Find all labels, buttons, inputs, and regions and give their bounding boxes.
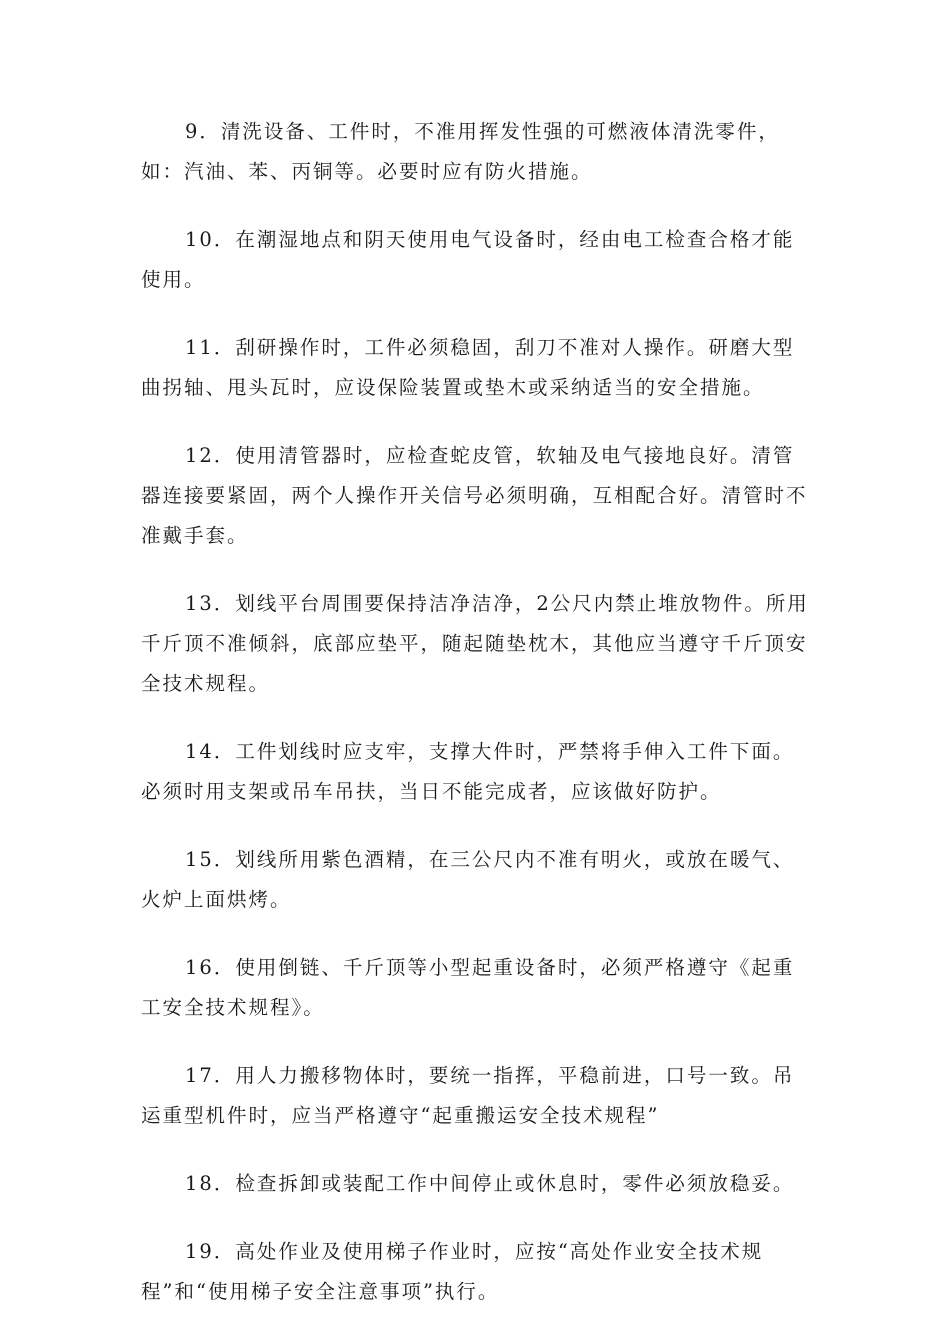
- paragraph-line: 曲拐轴、甩头瓦时，应设保险装置或垫木或采纳适当的安全措施。: [141, 376, 765, 399]
- paragraph-line: 必须时用支架或吊车吊扶，当日不能完成者，应该做好防护。: [141, 780, 722, 803]
- paragraph: [141, 948, 811, 1028]
- paragraph-line: 10．在潮湿地点和阴天使用电气设备时，经由电工检查合格才能: [185, 228, 795, 251]
- paragraph-line: 16．使用倒链、千斤顶等小型起重设备时，必须严格遵守《起重: [185, 956, 795, 979]
- paragraph-line: 安全技术规程。: [141, 632, 808, 695]
- document-body: [141, 112, 811, 1340]
- paragraph: [141, 1056, 811, 1136]
- paragraph-line: 18．检查拆卸或装配工作中间停止或休息时，零件必须放稳妥。: [185, 1172, 795, 1195]
- paragraph-line: 9．清洗设备、工件时，不准用挥发性强的可燃液体清洗零件，: [185, 120, 780, 143]
- paragraph-line: 千斤顶不准倾斜，底部应垫平，随起随垫枕木，其他应当遵守千斤顶: [141, 632, 787, 655]
- paragraph-line: 如：汽油、苯、丙铜等。必要时应有防火措施。: [141, 160, 593, 183]
- paragraph-line: 工安全技术规程》。: [141, 996, 325, 1019]
- paragraph-line: 15．划线所用紫色酒精，在三公尺内不准有明火，或放在暖气、: [185, 848, 795, 871]
- paragraph: [141, 328, 811, 408]
- paragraph: [141, 1232, 811, 1312]
- paragraph-line: 运重型机件时，应当严格遵守“起重搬运安全技术规程”: [141, 1104, 660, 1127]
- paragraph: [141, 112, 811, 192]
- paragraph: [141, 732, 811, 812]
- paragraph: [141, 1164, 811, 1204]
- paragraph-line: 器连接要紧固，两个人操作开关信号必须明确，互相配合好。清管时: [141, 484, 787, 507]
- paragraph: [141, 584, 811, 704]
- paragraph-line: 17．用人力搬移物体时，要统一指挥，平稳前进，口号一致。吊: [185, 1064, 795, 1087]
- paragraph: [141, 220, 811, 300]
- paragraph-line: 13．划线平台周围要保持洁净洁净，2公尺内禁止堆放物件。所用: [185, 592, 809, 615]
- paragraph-line: 使用。: [141, 268, 206, 291]
- paragraph-line: 不准戴手套。: [141, 484, 808, 547]
- paragraph: [141, 436, 811, 556]
- paragraph-line: 12．使用清管器时，应检查蛇皮管，软轴及电气接地良好。清管: [185, 444, 795, 467]
- paragraph: [141, 840, 811, 920]
- paragraph-line: 14．工件划线时应支牢，支撑大件时，严禁将手伸入工件下面。: [185, 740, 795, 763]
- paragraph-line: 火炉上面烘烤。: [141, 888, 292, 911]
- paragraph-line: 11．刮研操作时，工件必须稳固，刮刀不准对人操作。研磨大型: [185, 336, 795, 359]
- paragraph-line: 19．高处作业及使用梯子作业时，应按“高处作业安全技术规: [185, 1240, 764, 1263]
- paragraph-line: 程”和“使用梯子安全注意事项”执行。: [141, 1280, 500, 1303]
